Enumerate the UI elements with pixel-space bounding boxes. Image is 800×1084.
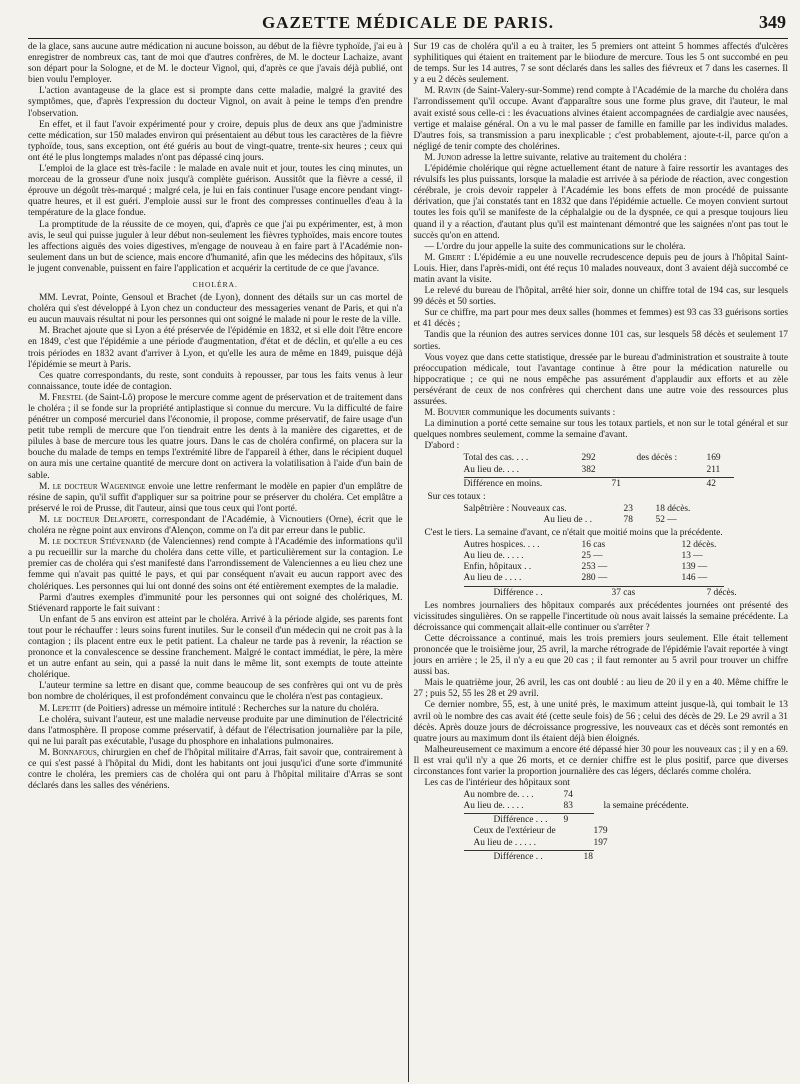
table-cell-label: Au lieu de. . . . . bbox=[463, 551, 524, 562]
author-name: M. Gibert : bbox=[424, 252, 471, 263]
paragraph: Les nombres journaliers des hôpitaux comparés aux précédentes journées ont présenté des vicissitudes singulières. On se rappelle l'incertitude où nous avait laissés la semaine précédente. La décroissance qui commençait allait-elle continuer ou s'arrêter ? bbox=[413, 600, 788, 633]
table-row bbox=[464, 551, 789, 562]
table-cell-label: Différence . . . bbox=[493, 815, 548, 826]
table-cell-value: 18 bbox=[583, 851, 593, 862]
right-column bbox=[409, 42, 789, 1082]
paragraph: de la glace, sans aucune autre médication ni aucune boisson, au début de la fièvre typhoïde, j'ai eu à enregistrer de nombreux cas, tant de moi que d'autres confrères, de M. le docteur Lachaize, avant son départ pour la Sologne, et de M. le docteur Vignol, qui, d'après ce que j'avais déjà publié, ont bien voulu l'employer. bbox=[28, 42, 403, 86]
table-row bbox=[464, 540, 789, 551]
table-cell-value: 292 bbox=[581, 453, 596, 464]
author-name: M. Junod bbox=[424, 152, 462, 163]
table-row bbox=[464, 801, 789, 812]
journal-title: GAZETTE MÉDICALE DE PARIS. bbox=[261, 13, 555, 32]
paragraph: Le relevé du bureau de l'hôpital, arrêté hier soir, donne un chiffre total de 194 cas, sur lesquels 99 décès et 50 sorties. bbox=[413, 286, 788, 308]
author-name: M. Bonnafous, bbox=[39, 747, 100, 758]
table-cell-label: Salpêtrière : Nouveaux cas. bbox=[463, 503, 567, 514]
left-column bbox=[28, 42, 408, 1082]
paragraph-text: adresse la lettre suivante, relative au traitement du choléra : bbox=[463, 152, 687, 163]
paragraph: Sur ce chiffre, ma part pour mes deux salles (hommes et femmes) est 93 cas 33 guérisons sorties et 41 décès ; bbox=[413, 308, 788, 330]
table-cell-label: la semaine précédente. bbox=[603, 801, 689, 812]
table-cell-value: 139 — bbox=[681, 562, 708, 573]
author-name: M. Frestel bbox=[39, 392, 83, 403]
paragraph: Sur 19 cas de choléra qu'il a eu à traiter, les 5 premiers ont atteint 5 hommes affectés d'ulcères syphilitiques qui étaient en traitement par le biiodure de mercure. Tous les 5 ont succombé en peu de temps. Sur les 14 autres, 7 se sont déclarés dans les salles des fiévreux et 7 dans les casernes. Il y a eu 2 décès seulement. bbox=[413, 42, 788, 86]
paragraph-text: (de Valenciennes) rend compte à l'Académie des informations qu'il a pu recueillir sur la marche du choléra dans cette ville, et particulièrement sur la contagion. Le premier cas de choléra qui s'est manifesté dans l'arrondissement de Valenciennes a eu lieu chez une femme qui n'avait pas quitté le pays, et qui par conséquent n'avait eu aucun rapport avec des cholériques. Les personnes qui lui ont donné des soins ont été entièrement exemptes de la maladie. bbox=[28, 537, 403, 592]
table-cell-value: 18 décès. bbox=[655, 503, 691, 514]
table-cell-value: 78 bbox=[623, 514, 633, 525]
table-cell-value: 52 — bbox=[655, 514, 677, 525]
table-row bbox=[464, 573, 789, 584]
paragraph: Sur ces totaux : bbox=[427, 491, 486, 502]
table-cell-label: Au lieu de. . . . bbox=[463, 464, 519, 475]
paragraph: C'est le tiers. La semaine d'avant, ce n'était que moitié moins que la précédente. bbox=[424, 528, 723, 539]
table-cell-label: Au lieu de . . bbox=[543, 514, 592, 525]
page-number: 349 bbox=[759, 12, 786, 32]
table-row bbox=[464, 838, 789, 849]
paragraph: Parmi d'autres exemples d'immunité pour les personnes qui ont soigné des cholériques, M. Stiévenard rapporte le fait suivant : bbox=[28, 592, 403, 614]
paragraph: Ces quatre correspondants, du reste, sont conduits à repousser, par tous les faits venus à leur connaissance, toute idée de contagion. bbox=[28, 370, 403, 392]
table-cell-value: 169 bbox=[706, 453, 721, 464]
paragraph: D'abord : bbox=[424, 441, 460, 452]
table-total-row bbox=[464, 815, 789, 826]
table-cell-label: Différence . . bbox=[493, 851, 543, 862]
table-cell-value: 9 bbox=[563, 815, 569, 826]
paragraph: L'épidémie cholérique qui règne actuellement étant de nature à faire ressortir les avantages des révulsifs les plus puissants, lorsque la maladie est arrivée à sa période de réaction, avec congestion cérébrale, je crois devoir rappeler à l'Académie les bons effets de mon procédé de puissante dérivation, que j'ai constatés tant en 1832 que dans l'épidémie actuelle. Ce moyen convient surtout toutes les fois qu'il se manifeste de la céphalalgie ou de la dyspnée, ce qui a presque toujours lieu quand il y a réaction, d'autant plus qu'il est maintenant démontré que les saignées n'ont pas tout le succès qu'on en attend. bbox=[413, 164, 788, 241]
table-cell-value: 74 bbox=[563, 790, 573, 801]
paragraph: Ce dernier nombre, 55, est, à une unité près, le maximum atteint jusque-là, qui tombait le 13 avril où le nombre des cas avait été (cette seule fois) de 56 ; celui des décès de 29. Le 29 avril a 31 décès. Après douze jours de décroissance progressive, les nouveaux cas et décès sont remontés en quatre jours au maximum dont ils étaient déjà bien éloignés. bbox=[413, 700, 788, 744]
paragraph: Un enfant de 5 ans environ est atteint par le choléra. Arrivé à la période algide, ses parents font tout pour le réchauffer : leurs soins furent inutiles. Sur le conseil d'un médecin qui ne croit pas à la contagion ; ils placent entre eux le petit patient. La chaleur ne tarde pas à revenir, la réaction se prononce et la convalescence se dessine franchement. Malgré le contact immédiat, le père, la mère et un autre enfant au sein, qui a passé la nuit dans le même lit, sont exempts de toute atteinte cholérique. bbox=[28, 614, 403, 681]
table-cell-label: Total des cas. . . . bbox=[463, 453, 529, 464]
stats-table-interieur bbox=[414, 790, 789, 863]
paragraph-text: (de Saint-Lô) propose le mercure comme agent de préservation et de traitement dans le choléra ; il se fonde sur la propriété antiplastique si connue du mercure. Vu la difficulté de faire pénétrer un composé mercuriel dans l'économie, il propose, comme préservatif, de faire usage d'un petit tube rempli de mercure que l'on tiendrait entre les dents à la manière des cigarettes, et de pilules à base de mercure tous les quatre jours. Dans le cas de choléra confirmé, on placera sur la bouche du malade de temps en temps l'extrémité libre de l'appareil à éther, dans le récipient duquel on aura mis une certaine quantité de mercure dont on activera la volatilisation à l'aide d'un bain de sable. bbox=[28, 392, 403, 481]
paragraph bbox=[414, 408, 789, 419]
author-name: M. le docteur Wageninge bbox=[39, 481, 146, 492]
table-row bbox=[464, 790, 789, 801]
table-cell-value: 7 décès. bbox=[706, 587, 737, 598]
paragraph: La diminution a porté cette semaine sur tous les totaux partiels, et non sur le total général et sur quelques nombres seulement, comme la semaine d'avant. bbox=[413, 419, 788, 441]
author-name: M. Ravin bbox=[424, 86, 461, 97]
table-cell-label: Au lieu de . . . . . bbox=[473, 837, 536, 848]
paragraph: M. Brachet ajoute que si Lyon a été préservée de l'épidémie en 1832, et si elle doit l'être encore en 1849, c'est que l'épidémie a une période d'augmentation, d'état et de déclin, et qu'elle a eu ces trois périodes en 1832 avant d'arriver à Lyon, et qu'elle les aura de même en 1849, puisque déjà l'épidémie se meurt à Paris. bbox=[28, 326, 403, 370]
table-cell-value: 23 bbox=[623, 503, 633, 514]
paragraph bbox=[414, 86, 789, 153]
table-rule bbox=[464, 586, 724, 587]
table-cell-label bbox=[637, 465, 707, 476]
table-cell-value: 83 bbox=[563, 801, 573, 812]
paragraph bbox=[28, 748, 403, 792]
paragraph: Cette décroissance a continué, mais les trois premiers jours seulement. Elle était tellement prononcée que le troisième jour, 25 avril, la marche rétrograde de l'épidémie l'avait reportée à vingt jours en arrière ; le 25, il n'y a eu que 20 cas ; il faut remonter au 5 avril pour trouver un chiffre aussi bas. bbox=[413, 633, 788, 678]
table-cell-label: Au lieu de. . . . . bbox=[463, 801, 524, 812]
table-cell-value: 42 bbox=[706, 478, 716, 489]
table-cell-value: 197 bbox=[593, 837, 608, 848]
table-total-row bbox=[464, 479, 789, 490]
table-cell-label: des décès : bbox=[636, 453, 678, 464]
table-row bbox=[464, 465, 789, 476]
paragraph bbox=[28, 537, 403, 592]
table-cell-value: 211 bbox=[706, 464, 721, 475]
table-cell-value: 12 décès. bbox=[681, 540, 717, 551]
paragraph-text: communique les documents suivants : bbox=[472, 408, 616, 419]
paragraph: L'action avantageuse de la glace est si prompte dans cette maladie, malgré la gravité des symptômes, que, d'après l'expression du docteur Vignol, on avait à peine le temps d'en prendre l'observation. bbox=[28, 86, 403, 119]
table-rule bbox=[464, 850, 594, 851]
paragraph: Les cas de l'intérieur des hôpitaux sont bbox=[424, 778, 570, 789]
table-cell-value: 71 bbox=[611, 478, 621, 489]
paragraph: Malheureusement ce maximum a encore été dépassé hier 30 pour les nouveaux cas ; il y en a 69. Il est vrai qu'il n'y a que 26 morts, et ce dernier chiffre est le plus positif, parce que diverses circonstances font varier la proportion journalière des cas légers, déclarés comme choléra. bbox=[413, 744, 788, 777]
table-cell-value: 16 cas bbox=[581, 540, 606, 551]
table-cell-label: Enfin, hôpitaux . . bbox=[463, 562, 532, 573]
paragraph: L'emploi de la glace est très-facile : le malade en avale nuit et jour, toutes les cinq minutes, un morceau de la grosseur d'une noix jusqu'à complète guérison. Aussitôt que la fièvre a cessé, il éprouve un dégoût très-marqué ; malgré cela, je lui en fais continuer l'usage encore pendant vingt-quatre heures, et il est guéri. J'emploie aussi sur le front des compresses continuelles d'eau à la température de la glace fondue. bbox=[28, 164, 403, 219]
table-cell-value: 25 — bbox=[581, 551, 603, 562]
paragraph: Mais le quatrième jour, 26 avril, les cas ont doublé : au lieu de 20 il y en a 40. Même chiffre le 27 ; puis 52, 55 les 28 et 29 avril. bbox=[413, 678, 788, 700]
text-columns bbox=[28, 42, 788, 1082]
table-rule bbox=[464, 477, 734, 478]
table-cell-label: Autres hospices. . . . bbox=[463, 540, 540, 551]
table-cell-value: 146 — bbox=[681, 573, 708, 584]
paragraph-text: correspondant de l'Académie, à Vicnoutiers (Orne), écrit que le choléra ne règne point aux environs d'Alençon, comme on l'a dit par erreur dans le public. bbox=[28, 514, 403, 537]
table-cell-value: 280 — bbox=[581, 573, 608, 584]
section-heading: CHOLÉRA. bbox=[192, 279, 238, 289]
table-cell-value: 37 cas bbox=[611, 587, 636, 598]
table-row bbox=[464, 515, 789, 526]
page-header bbox=[28, 4, 788, 39]
table-row bbox=[464, 504, 789, 515]
paragraph: L'auteur termine sa lettre en disant que, comme beaucoup de ses confrères qui ont vu de près bon nombre de cholériques, il est profondément convaincu que le choléra n'est pas contagieux. bbox=[28, 681, 403, 703]
paragraph: Tandis que la réunion des autres services donne 101 cas, sur lesquels 58 décès et seulement 17 sorties. bbox=[413, 330, 788, 352]
table-row bbox=[464, 826, 789, 837]
paragraph bbox=[28, 482, 403, 515]
paragraph bbox=[28, 704, 403, 715]
table-cell-value: 179 bbox=[593, 826, 608, 837]
stats-table-salpetriere bbox=[414, 504, 789, 526]
paragraph: Le choléra, suivant l'auteur, est une maladie nerveuse produite par une diminution de l'électricité dans l'atmosphère. Il propose comme préservatif, à défaut de l'électrisation journalière par la pile, qui ne lui paraît pas exécutable, l'usage du phosphore en inhalations pulmonaires. bbox=[28, 714, 403, 747]
table-total-row bbox=[464, 852, 789, 863]
paragraph bbox=[414, 253, 789, 286]
table-total-row bbox=[464, 588, 789, 599]
table-cell-value: 382 bbox=[581, 464, 596, 475]
author-name: M. le docteur Stiévenard bbox=[39, 537, 146, 548]
paragraph bbox=[414, 153, 789, 164]
table-cell-label: Ceux de l'extérieur de bbox=[473, 826, 556, 837]
paragraph: — L'ordre du jour appelle la suite des communications sur le choléra. bbox=[424, 241, 686, 252]
paragraph-text: (de Saint-Valery-sur-Somme) rend compte à l'Académie de la marche du choléra dans l'arrondissement qu'il occupe. Avant d'apparaître sous une forme plus grave, dit l'auteur, le mal avait existé sous celle-ci : les évacuations alvines étaient accompagnées de cardialgie avec nausées, vertige et malaise général. On a vu le mal passer de famille en famille par les individus malades. D'autres fois, sa transmission a paru inexplicable ; c'est probablement, ajoute-t-il, parce qu'on a négligé de tenir compte des cholérines. bbox=[413, 86, 788, 152]
paragraph-text: envoie une lettre renfermant le modèle en papier d'un emplâtre de résine de sapin, qu'il suffit d'appliquer sur sa poitrine pour se préserver du choléra. Cet emplâtre a préservé le roi de Prusse, dit l'auteur, ainsi que tous ceux qui l'ont porté. bbox=[28, 481, 403, 514]
paragraph: Vous voyez que dans cette statistique, dressée par le bureau d'administration et soustraite à toute préoccupation médicale, tout l'avantage continue à être pour la médication naturelle ou hippocratique ; ce qui ne nous empêche pas assurément d'applaudir aux efforts et au zèle persévérant de ceux de nos confrères qui cherchent dans une autre voie des ressources plus assurées. bbox=[413, 352, 788, 407]
table-cell-label: Au lieu de . . . . bbox=[463, 573, 522, 584]
stats-table-hospices bbox=[414, 540, 789, 598]
table-cell-label: Différence . . bbox=[493, 587, 543, 598]
paragraph: La promptitude de la réussite de ce moyen, qui, d'après ce que j'ai pu expérimenter, est, à mon avis, le seul qui puisse juguler à leur début non-seulement les fièvres typhoïdes, mais encore toutes les affections aiguës des voies digestives, m'engage de nouveau à en faire part à l'Académie non-seulement dans un but de science, mais encore d'humanité, afin que les médecins des hôpitaux, s'ils le jugent convenable, puissent en faire l'application et acquérir la certitude de ce que j'avance. bbox=[28, 219, 403, 274]
paragraph-text: chirurgien en chef de l'hôpital militaire d'Arras, fait savoir que, contrairement à ce qui s'est passé à l'hôpital du Midi, dont les habitants ont joui jusqu'ici d'une sorte d'immunité contre le choléra, les premiers cas de choléra qui ont paru à l'hôpital militaire d'Arras se sont déclarés dans les salles des vénériens. bbox=[28, 747, 403, 792]
paragraph: En effet, et il faut l'avoir expérimenté pour y croire, depuis plus de deux ans que j'administre cette médication, sur 150 malades environ qui présentaient au début tous les caractères de la fièvre typhoïde, tous, sans exception, ont été guéris au bout de vingt-quatre, trente-six heures ; ceux qui ont été le plus longtemps malades n'ont pas dépassé cinq jours. bbox=[28, 119, 403, 163]
table-cell-label: Au nombre de. . . . bbox=[463, 790, 534, 801]
author-name: M. le docteur Delaporte, bbox=[39, 514, 148, 525]
author-name: M. Bouvier bbox=[424, 408, 471, 419]
table-cell-label: Différence en moins. bbox=[463, 478, 543, 489]
table-row bbox=[464, 453, 789, 464]
paragraph-text: L'épidémie a eu une nouvelle recrudescence depuis peu de jours à l'hôpital Saint-Louis. Hier, dans l'après-midi, ont été reçus 10 malades nouveaux, dont 3 avaient déjà succombé ce matin avant la visite. bbox=[413, 252, 788, 285]
table-row bbox=[464, 562, 789, 573]
stats-table-totals bbox=[414, 453, 789, 489]
paragraph: MM. Levrat, Pointe, Gensoul et Brachet (de Lyon), donnent des détails sur un cas mortel de choléra qui s'est développé à Lyon chez un conducteur des messageries venant de Paris, et qui n'a eu aucun mauvais résultat ni pour les personnes qui ont soigné le malade ni pour le reste de la ville. bbox=[28, 293, 403, 326]
table-cell-value: 13 — bbox=[681, 551, 703, 562]
table-cell-value: 253 — bbox=[581, 562, 608, 573]
paragraph bbox=[28, 515, 403, 537]
paragraph-text: (de Poitiers) adresse un mémoire intitulé : Recherches sur la nature du choléra. bbox=[83, 703, 379, 714]
paragraph bbox=[28, 393, 403, 482]
author-name: M. Lepetit bbox=[39, 703, 82, 714]
